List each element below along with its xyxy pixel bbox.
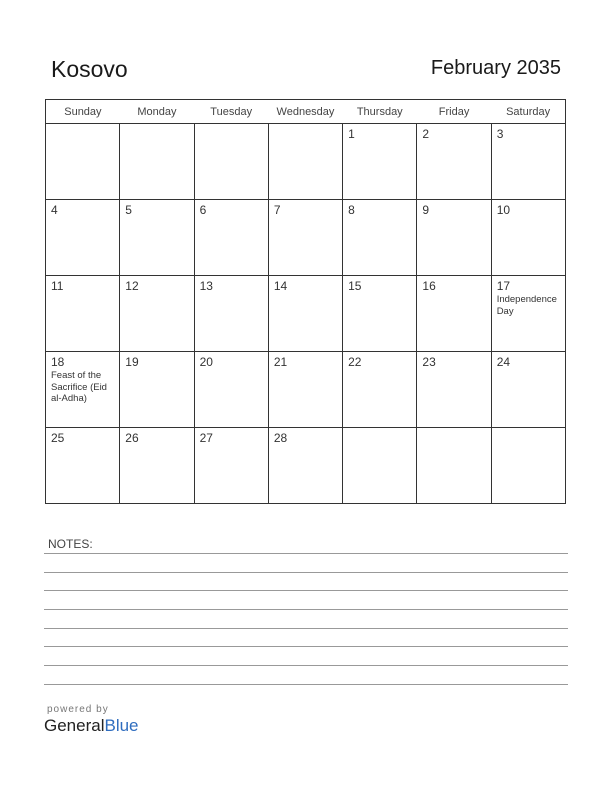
day-cell xyxy=(46,124,120,200)
note-line xyxy=(44,609,568,610)
day-cell xyxy=(120,428,194,504)
weekday-header: Tuesday xyxy=(194,100,268,124)
day-number: 22 xyxy=(348,355,362,369)
day-cell xyxy=(194,352,268,428)
week-row xyxy=(46,276,566,352)
day-number: 24 xyxy=(496,355,511,369)
day-cell xyxy=(268,200,342,276)
country-title: Kosovo xyxy=(51,56,128,82)
day-cell xyxy=(417,352,491,428)
day-number: 20 xyxy=(199,355,213,369)
brand-general: General xyxy=(44,716,105,735)
holiday-label: Feast of the Sacrifice (Eid al-Adha) xyxy=(51,370,107,404)
day-number: 5 xyxy=(125,203,132,217)
day-number: 12 xyxy=(125,279,139,293)
day-cell xyxy=(194,124,268,200)
day-number: 18 xyxy=(51,355,65,369)
note-line xyxy=(44,646,568,647)
day-cell xyxy=(343,352,417,428)
day-number: 19 xyxy=(125,355,139,369)
day-cell xyxy=(268,124,342,200)
day-number: 26 xyxy=(125,431,139,445)
day-number: 28 xyxy=(273,431,288,445)
day-number: 8 xyxy=(348,203,355,217)
weekday-header: Monday xyxy=(120,100,194,124)
day-cell xyxy=(343,200,417,276)
day-cell xyxy=(417,428,491,504)
day-number: 27 xyxy=(199,431,213,445)
day-number: 10 xyxy=(496,203,511,217)
day-number: 15 xyxy=(348,279,362,293)
day-cell xyxy=(120,124,194,200)
week-row xyxy=(46,428,566,504)
day-number: 2 xyxy=(422,127,430,141)
day-cell xyxy=(268,428,342,504)
day-cell xyxy=(194,200,268,276)
day-cell xyxy=(343,124,417,200)
day-cell xyxy=(194,276,268,352)
note-line xyxy=(44,553,568,554)
week-row xyxy=(46,200,566,276)
day-number: 1 xyxy=(348,127,355,141)
month-title: February 2035 xyxy=(430,57,561,79)
day-cell xyxy=(417,124,491,200)
weekday-header: Friday xyxy=(417,100,491,124)
day-cell xyxy=(268,352,342,428)
weekday-header: Saturday xyxy=(491,100,565,124)
day-number: 25 xyxy=(51,431,65,445)
day-cell xyxy=(194,428,268,504)
day-cell xyxy=(491,428,565,504)
day-cell xyxy=(491,200,565,276)
day-number: 6 xyxy=(199,203,207,217)
note-line xyxy=(44,684,568,685)
day-number: 11 xyxy=(51,279,64,293)
note-line xyxy=(44,572,568,573)
note-line xyxy=(44,665,568,666)
notes-label: NOTES: xyxy=(48,537,93,551)
weekday-header: Wednesday xyxy=(268,100,342,124)
day-number: 9 xyxy=(422,203,430,217)
day-cell xyxy=(46,428,120,504)
day-number: 13 xyxy=(199,279,213,293)
weekday-header: Sunday xyxy=(46,100,120,124)
generalblue-logo xyxy=(44,704,139,736)
day-cell xyxy=(343,428,417,504)
day-cell xyxy=(46,352,120,428)
holiday-label: Independence Day xyxy=(496,294,557,317)
day-cell xyxy=(120,276,194,352)
brand-wordmark xyxy=(44,716,139,736)
day-cell xyxy=(491,352,565,428)
day-cell xyxy=(120,352,194,428)
day-cell xyxy=(417,200,491,276)
day-cell xyxy=(120,200,194,276)
weekday-header: Thursday xyxy=(343,100,417,124)
note-line xyxy=(44,628,568,629)
day-cell xyxy=(343,276,417,352)
week-row xyxy=(46,124,566,200)
powered-by-text: powered by xyxy=(47,704,109,715)
calendar-grid xyxy=(45,99,566,504)
day-number: 17 xyxy=(496,279,511,293)
weekday-header-row xyxy=(46,100,566,124)
day-cell xyxy=(268,276,342,352)
day-cell xyxy=(417,276,491,352)
note-line xyxy=(44,590,568,591)
day-number: 21 xyxy=(273,355,288,369)
day-cell xyxy=(46,276,120,352)
day-cell xyxy=(46,200,120,276)
day-number: 23 xyxy=(422,355,436,369)
week-row xyxy=(46,352,566,428)
brand-blue: Blue xyxy=(104,716,139,735)
day-number: 14 xyxy=(273,279,288,293)
day-number: 4 xyxy=(51,203,58,217)
day-number: 16 xyxy=(422,279,436,293)
day-number: 7 xyxy=(273,203,281,217)
day-cell xyxy=(491,124,565,200)
day-number: 3 xyxy=(496,127,504,141)
day-cell xyxy=(491,276,565,352)
